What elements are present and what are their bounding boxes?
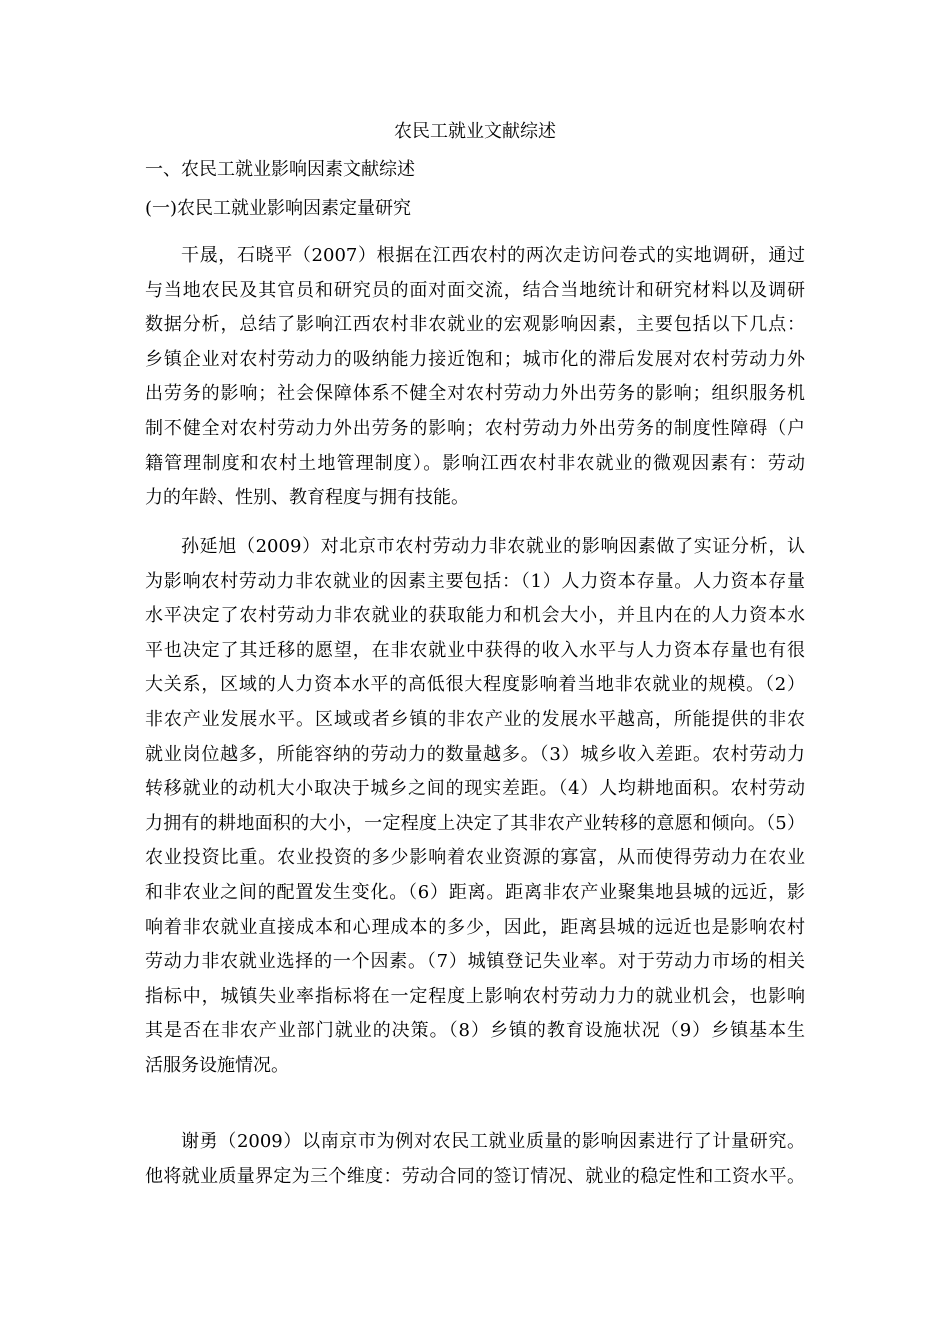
paragraph-line: 其是否在非农产业部门就业的决策。（8）乡镇的教育设施状况（9）乡镇基本生 (145, 1020, 805, 1042)
paragraph-line: 制不健全对农村劳动力外出劳务的影响；农村劳动力外出劳务的制度性障碍（户 (145, 418, 805, 439)
paragraph-line: 数据分析，总结了影响江西农村非农就业的宏观影响因素，主要包括以下几点： (145, 314, 805, 336)
paragraph-line: 大关系，区域的人力资本水平的高低很大程度影响着当地非农就业的规模。（2） (145, 674, 805, 696)
paragraph-line: 力拥有的耕地面积的大小，一定程度上决定了其非农产业转移的意愿和倾向。（5） (145, 812, 805, 834)
section-heading: 一、农民工就业影响因素文献综述 (145, 159, 415, 180)
paragraph-line: 转移就业的动机大小取决于城乡之间的现实差距。（4）人均耕地面积。农村劳动 (145, 778, 805, 800)
paragraph-line: 乡镇企业对农村劳动力的吸纳能力接近饱和；城市化的滞后发展对农村劳动力外 (145, 348, 805, 370)
paragraph-line: 水平决定了农村劳动力非农就业的获取能力和机会大小，并且内在的人力资本水 (145, 605, 805, 627)
paragraph-line: 和非农业之间的配置发生变化。（6）距离。距离非农产业聚集地县城的远近，影 (145, 882, 805, 903)
paragraph-line: 就业岗位越多，所能容纳的劳动力的数量越多。（3）城乡收入差距。农村劳动力 (145, 743, 805, 765)
paragraph-line: 干晟，石晓平（2007）根据在江西农村的两次走访问卷式的实地调研，通过 (181, 245, 805, 266)
paragraph-line: 力的年龄、性别、教育程度与拥有技能。 (145, 487, 469, 509)
paragraph-line: 与当地农民及其官员和研究员的面对面交流，结合当地统计和研究材料以及调研 (145, 279, 805, 301)
paragraph-line: 指标中，城镇失业率指标将在一定程度上影响农村劳动力力的就业机会，也影响 (145, 985, 805, 1007)
paragraph-line: 谢勇（2009）以南京市为例对农民工就业质量的影响因素进行了计量研究。 (181, 1131, 805, 1152)
paragraph-line: 他将就业质量界定为三个维度：劳动合同的签订情况、就业的稳定性和工资水平。 (145, 1165, 805, 1187)
paragraph-line: 籍管理制度和农村土地管理制度）。影响江西农村非农就业的微观因素有：劳动 (145, 452, 805, 474)
subsection-heading: (一)农民工就业影响因素定量研究 (145, 198, 412, 219)
paragraph-line: 响着非农就业直接成本和心理成本的多少，因此，距离县城的远近也是影响农村 (145, 916, 805, 938)
document-title: 农民工就业文献综述 (394, 121, 556, 142)
paragraph-line: 出劳务的影响；社会保障体系不健全对农村劳动力外出劳务的影响；组织服务机 (145, 383, 805, 405)
paragraph-line: 劳动力非农就业选择的一个因素。（7）城镇登记失业率。对于劳动力市场的相关 (145, 951, 805, 973)
paragraph-line: 为影响农村劳动力非农就业的因素主要包括：（1）人力资本存量。人力资本存量 (145, 570, 805, 592)
paragraph-line: 平也决定了其迁移的愿望，在非农就业中获得的收入水平与人力资本存量也有很 (145, 639, 805, 661)
paragraph-line: 农业投资比重。农业投资的多少影响着农业资源的寡富，从而使得劳动力在农业 (145, 847, 805, 869)
paragraph-line: 孙延旭（2009）对北京市农村劳动力非农就业的影响因素做了实证分析，认 (181, 536, 805, 557)
paragraph-line: 活服务设施情况。 (145, 1055, 289, 1076)
paragraph-line: 非农产业发展水平。区域或者乡镇的非农产业的发展水平越高，所能提供的非农 (145, 709, 805, 730)
